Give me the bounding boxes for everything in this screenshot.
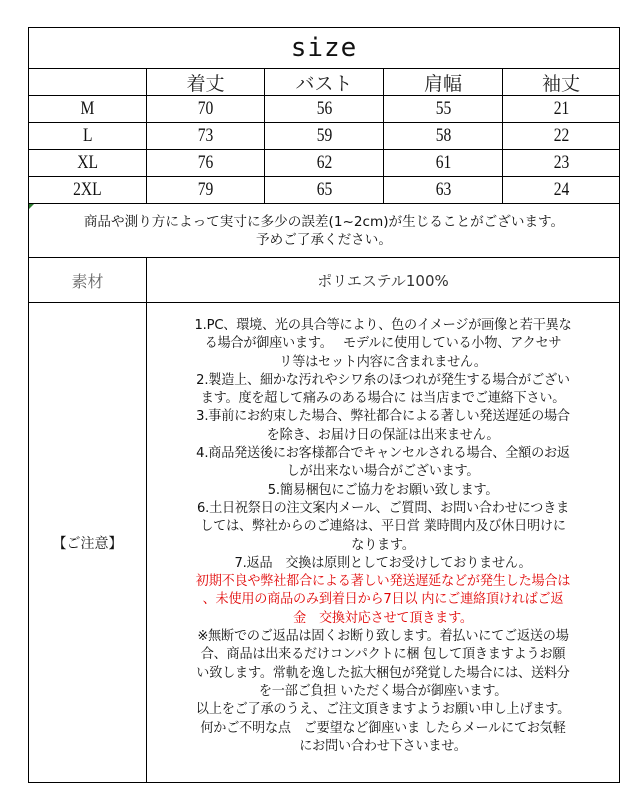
caution-row — [29, 303, 619, 782]
caution-line: い致します。常軌を逸した拡大梱包が発覚した場合には、送料分 — [196, 665, 570, 681]
size-label: XL — [77, 152, 98, 173]
caution-line: 5.簡易梱包にご協力をお願い致します。 — [267, 482, 499, 498]
caution-line: 1.PC、環境、光の具合等により、色のイメージが画像と若干異な — [194, 318, 572, 333]
shoulder-value: 61 — [435, 152, 451, 173]
caution-line: 以上をご了承のうえ、ご注文頂きますようお願い申し上げます。 — [195, 702, 571, 718]
header-shoulder: 肩幅 — [383, 69, 502, 95]
caution-line: 何かご不明な点 ご要望など御座いま したらメールにてお気軽 — [200, 720, 566, 736]
material-row — [29, 258, 619, 303]
sleeve-value: 23 — [553, 152, 569, 173]
caution-line: を一部ご負担 いただく場合が御座います。 — [258, 683, 508, 699]
caution-line: 3.事前にお約束した場合、弊社都合による著しい発送遅延の場合 — [196, 409, 570, 425]
caution-line: しが出来ない場合がございます。 — [286, 464, 480, 480]
shoulder-value: 58 — [435, 125, 451, 146]
material-value: ポリエステル100% — [146, 258, 619, 302]
caution-line: を除き、お届け日の保証は出来ません。 — [266, 427, 500, 443]
caution-line: 7.返品 交換は原則としてお受けしておりません。 — [234, 555, 532, 571]
caution-line: にお問い合わせ下さいませ。 — [299, 738, 467, 754]
sleeve-value: 22 — [553, 125, 569, 146]
caution-line: 4.商品発送後にお客様都合でキャンセルされる場合、全額のお返 — [196, 446, 570, 462]
size-header-row — [29, 69, 619, 96]
sleeve-value: 24 — [553, 179, 569, 200]
measurement-note-row — [29, 204, 619, 258]
caution-line: なります。 — [351, 537, 415, 553]
measurement-note — [29, 204, 619, 257]
caution-warning-line: 金 交換対応させて頂きます。 — [293, 610, 473, 626]
bust-value: 59 — [316, 125, 332, 146]
size-title-row — [29, 28, 619, 69]
header-sleeve: 袖丈 — [502, 69, 619, 95]
size-label: L — [82, 125, 93, 146]
material-label: 素材 — [71, 271, 104, 291]
shoulder-value: 63 — [435, 179, 451, 200]
size-label: 2XL — [73, 179, 102, 200]
caution-line: 2.製造上、細かな汚れやシワ糸のほつれが発生する場合がござい — [196, 372, 570, 388]
shoulder-value: 55 — [435, 98, 451, 119]
size-row-l — [29, 123, 619, 150]
size-label: M — [80, 98, 95, 119]
measurement-note-line1: 商品や測り方によって実寸に多少の誤差(1~2cm)が生じることがございます。 — [83, 213, 565, 230]
header-empty — [29, 69, 146, 95]
caution-line: る場合が御座います。 モデルに使用している小物、アクセサ — [204, 336, 562, 352]
bust-value: 65 — [316, 179, 332, 200]
bust-value: 62 — [316, 152, 332, 173]
measurement-note-line2: 予めご了承ください。 — [256, 231, 392, 248]
header-bust: バスト — [264, 69, 383, 95]
length-value: 76 — [197, 152, 214, 173]
caution-line: 合、商品は出来るだけコンパクトに梱 包して頂きますようお願 — [200, 647, 566, 663]
size-title: size — [290, 33, 358, 63]
length-value: 70 — [197, 98, 214, 119]
size-row-xl — [29, 150, 619, 177]
header-length: 着丈 — [146, 69, 264, 95]
size-row-m — [29, 96, 619, 123]
caution-label: 【ご注意】 — [52, 535, 123, 552]
caution-line: リ等はセット内容に含まれません。 — [279, 354, 487, 370]
size-row-2xl — [29, 177, 619, 204]
caution-warning-line: 初期不良や弊社都合による著しい発送遅延などが発生した場合は — [195, 574, 571, 590]
size-spec-table — [28, 27, 620, 783]
length-value: 73 — [197, 125, 214, 146]
caution-warning-line: 、未使用の商品のみ到着日から7日以 内にご連絡頂ければご返 — [202, 592, 564, 608]
caution-text — [146, 303, 619, 782]
bust-value: 56 — [316, 98, 332, 119]
length-value: 79 — [197, 179, 214, 200]
caution-line: ※無断でのご返品は固くお断り致します。着払いにてご返送の場 — [197, 629, 569, 645]
caution-line: しては、弊社からのご連絡は、平日営 業時間内及び休日明けに — [200, 519, 566, 535]
caution-line: ます。度を超して痛みのある場合に は当店までご連絡下さい。 — [200, 391, 566, 407]
caution-line: 6.土日祝祭日の注文案内メール、ご質問、お問い合わせにつきま — [196, 500, 570, 516]
sleeve-value: 21 — [553, 98, 569, 119]
